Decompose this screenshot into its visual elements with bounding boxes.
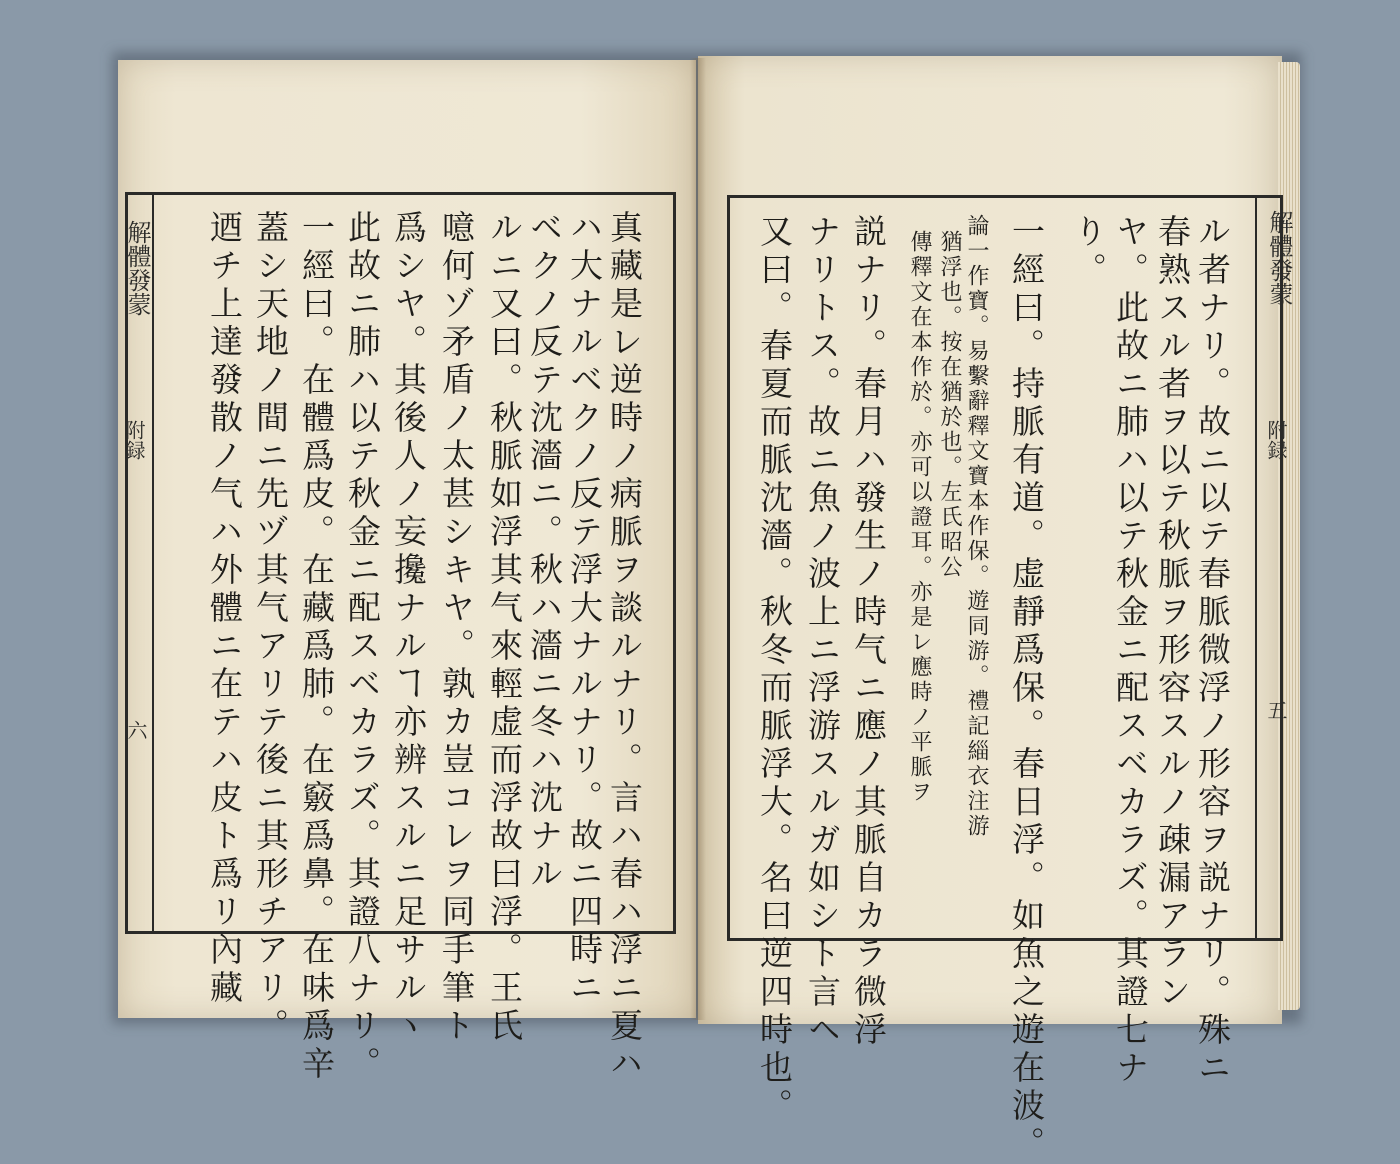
right-col-10: ナリトス。故ニ魚ノ波上ニ浮游スルガ如シト言ヘ — [803, 214, 842, 1050]
right-col-5: 一經曰。持脈有道。虚靜爲保。春日浮。如魚之遊在波。 — [1007, 214, 1046, 1164]
right-col-4: り。 — [1069, 214, 1108, 290]
right-margin-section: 附録 — [1264, 420, 1288, 460]
left-col-6: 爲シヤ。其後人ノ妄攙ナルヿ亦辨スルニ足サルヽ — [389, 210, 428, 1046]
right-page-number: 五 — [1264, 700, 1288, 720]
right-col-3: ヤ。此故ニ肺ハ以テ秋金ニ配スベカラズ。其證七ナ — [1111, 214, 1150, 1088]
right-col-9: 説ナリ。春月ハ發生ノ時气ニ應ノ其脈自カラ微浮 — [849, 214, 888, 1050]
book-gutter — [690, 58, 706, 1020]
left-col-7: 此故ニ肺ハ以テ秋金ニ配スベカラズ。其證八ナリ。 — [343, 210, 382, 1084]
right-col-6: 論一作寶。易繫辭釋文寶本作保。遊同游。禮記緇衣注游 — [964, 214, 989, 839]
left-col-3: ベクノ反テ沈濇ニ。秋ハ濇ニ冬ハ沈ナル — [525, 210, 564, 894]
left-col-9: 蓋シ天地ノ間ニ先ヅ其气アリテ後ニ其形チアリ。 — [251, 210, 290, 1046]
left-margin-section: 附録 — [122, 420, 146, 460]
left-col-2: ハ大ナルベクノ反テ浮大ナルナリ。故ニ四時ニ — [565, 210, 604, 1008]
right-col-11: 又曰。春夏而脈沈濇。秋冬而脈浮大。名曰逆四時也。 — [755, 214, 794, 1126]
left-col-4: ルニ又曰。秋脈如浮其气來輕虚而浮故曰浮。王氏 — [485, 210, 524, 1046]
left-page-number: 六 — [124, 720, 148, 740]
left-col-10: 迺チ上達發散ノ气ハ外體ニ在テハ皮ト爲リ內藏 — [205, 210, 244, 1008]
right-margin-title: 解體發蒙 — [1265, 210, 1293, 306]
right-col-7: 猶浮也。按在猶於也。左氏昭公 — [937, 230, 962, 580]
left-margin-title: 解體發蒙 — [123, 220, 151, 316]
right-margin-rule — [1255, 195, 1257, 938]
right-col-2: 春熟スル者ヲ以テ秋脈ヲ形容スルノ疎漏アラン — [1153, 214, 1192, 1012]
right-col-8: 傳釋文在本作於。亦可以證耳。亦是レ應時ノ平脈ヲ — [907, 230, 932, 805]
right-col-1: ル者ナリ。故ニ以テ春脈微浮ノ形容ヲ説ナリ。殊ニ — [1193, 214, 1232, 1088]
left-col-8: 一經曰。在體爲皮。在藏爲肺。在竅爲鼻。在味爲辛 — [297, 210, 336, 1084]
left-col-1: 真藏是レ逆時ノ病脈ヲ談ルナリ。言ハ春ハ浮ニ夏ハ — [605, 210, 644, 1084]
left-col-5: 噫何ゾ矛盾ノ太甚シキヤ。孰カ豈コレヲ同手筆ト — [437, 210, 476, 1046]
